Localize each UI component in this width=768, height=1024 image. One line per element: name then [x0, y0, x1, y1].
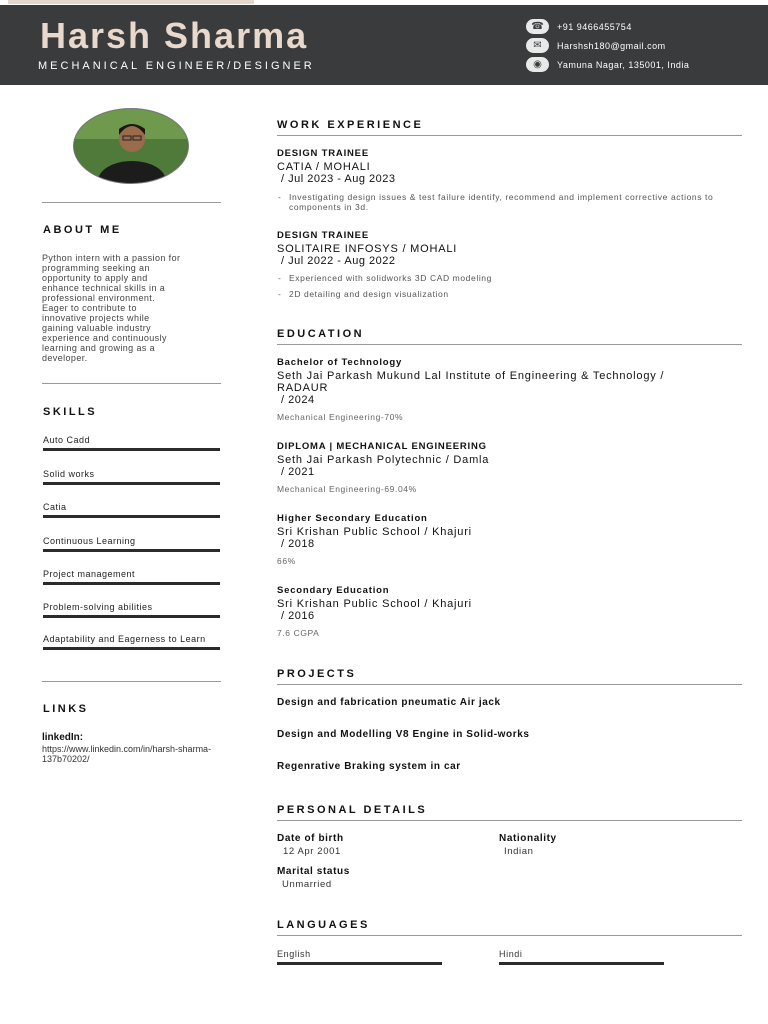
about-text — [42, 253, 224, 363]
edu-degree: Secondary Education — [277, 585, 390, 596]
project-item: Regenrative Braking system in car — [277, 761, 461, 772]
job-bullet: - Investigating design issues & test failure identify, recommend and implement corrective actions to components in 3d. — [278, 192, 738, 212]
top-accent-line — [8, 0, 254, 4]
job-dates: / Jul 2022 - Aug 2022 — [281, 255, 396, 267]
section-divider — [277, 820, 742, 821]
personal-title: PERSONAL DETAILS — [277, 804, 428, 816]
nationality-label: Nationality — [499, 833, 557, 844]
candidate-role: MECHANICAL ENGINEER/DESIGNER — [38, 60, 315, 72]
about-line: opportunity to apply and — [42, 273, 148, 283]
language-bar — [499, 962, 664, 965]
edu-detail: 66% — [277, 556, 296, 566]
sidebar-divider — [42, 383, 221, 384]
edu-detail: 7.6 CGPA — [277, 628, 320, 638]
about-line: Python intern with a passion for — [42, 253, 181, 263]
phone-icon: ☎ — [526, 19, 549, 34]
about-title: ABOUT ME — [43, 224, 122, 236]
about-line: learning and growing as a — [42, 343, 156, 353]
skill-item — [43, 436, 220, 451]
linkedin-label: linkedIn: — [42, 732, 84, 743]
about-line: enhance technical skills in a — [42, 283, 166, 293]
about-line: gaining valuable industry — [42, 323, 152, 333]
about-line: Eager to contribute to — [42, 303, 137, 313]
skill-label: Auto Cadd — [43, 435, 91, 445]
skill-bar — [43, 647, 220, 650]
contact-phone — [526, 19, 632, 34]
links-title: LINKS — [43, 703, 89, 715]
section-divider — [277, 344, 742, 345]
skill-item — [43, 503, 220, 518]
edu-school: Sri Krishan Public School / Khajuri — [277, 598, 472, 610]
section-divider — [277, 684, 742, 685]
job-bullet-text: Investigating design issues & test failure identify, recommend and implement corrective actions to components in 3d. — [289, 192, 714, 212]
job-title: DESIGN TRAINEE — [277, 148, 369, 159]
job-company: SOLITAIRE INFOSYS / MOHALI — [277, 243, 458, 255]
header-bar — [0, 5, 768, 85]
edu-school: Seth Jai Parkash Mukund Lal Institute of Engineering & Technology / RADAUR — [277, 370, 665, 394]
location-text: Yamuna Nagar, 135001, India — [557, 59, 690, 70]
language-item — [277, 949, 442, 965]
skills-title: SKILLS — [43, 406, 98, 418]
languages-title: LANGUAGES — [277, 919, 370, 931]
about-line: professional environment. — [42, 293, 156, 303]
skill-label: Catia — [43, 502, 67, 512]
skill-label: Adaptability and Eagerness to Learn — [43, 634, 206, 644]
skill-bar — [43, 515, 220, 518]
education-title: EDUCATION — [277, 328, 365, 340]
skill-bar — [43, 549, 220, 552]
dob-value: 12 Apr 2001 — [283, 846, 341, 857]
edu-school: Sri Krishan Public School / Khajuri — [277, 526, 472, 538]
edu-degree: Higher Secondary Education — [277, 513, 428, 524]
projects-title: PROJECTS — [277, 668, 357, 680]
contact-location — [526, 57, 689, 72]
job-bullet-text: Experienced with solidworks 3D CAD modeling — [289, 273, 492, 283]
language-bar — [277, 962, 442, 965]
marital-value: Unmarried — [282, 879, 332, 890]
location-icon: ◉ — [526, 57, 549, 72]
skill-label: Solid works — [43, 469, 95, 479]
project-item: Design and fabrication pneumatic Air jack — [277, 697, 501, 708]
job-bullet: - 2D detailing and design visualization — [278, 289, 738, 299]
edu-year: / 2024 — [281, 394, 315, 406]
work-title: WORK EXPERIENCE — [277, 119, 424, 131]
dob-label: Date of birth — [277, 833, 344, 844]
skill-label: Continuous Learning — [43, 536, 136, 546]
job-bullet: - Experienced with solidworks 3D CAD modeling — [278, 273, 738, 283]
project-item: Design and Modelling V8 Engine in Solid-works — [277, 729, 530, 740]
about-line: programming seeking an — [42, 263, 150, 273]
job-dates: / Jul 2023 - Aug 2023 — [281, 173, 396, 185]
skill-item — [43, 570, 220, 585]
section-divider — [277, 935, 742, 936]
job-title: DESIGN TRAINEE — [277, 230, 369, 241]
job-company: CATIA / MOHALI — [277, 161, 371, 173]
language-label: English — [277, 949, 311, 959]
skill-bar — [43, 448, 220, 451]
skill-bar — [43, 582, 220, 585]
edu-degree: Bachelor of Technology — [277, 357, 403, 368]
skill-label: Project management — [43, 569, 136, 579]
about-line: experience and continuously — [42, 333, 167, 343]
phone-text: +91 9466455754 — [557, 21, 632, 32]
about-line: innovative projects while — [42, 313, 150, 323]
language-item — [499, 949, 664, 965]
email-text: Harshsh180@gmail.com — [557, 40, 666, 51]
skill-label: Problem-solving abilities — [43, 602, 153, 612]
sidebar-divider — [42, 681, 221, 682]
skill-item — [43, 470, 220, 485]
edu-year: / 2016 — [281, 610, 315, 622]
candidate-name: Harsh Sharma — [40, 15, 309, 56]
linkedin-link[interactable]: https://www.linkedin.com/in/harsh-sharma-137b70202/ — [42, 744, 212, 764]
contact-email — [526, 38, 666, 53]
skill-item — [43, 537, 220, 552]
profile-photo — [73, 108, 189, 184]
skill-bar — [43, 615, 220, 618]
edu-detail: Mechanical Engineering-69.04% — [277, 484, 417, 494]
section-divider — [277, 135, 742, 136]
job-bullet-text: 2D detailing and design visualization — [289, 289, 449, 299]
edu-degree: DIPLOMA | MECHANICAL ENGINEERING — [277, 441, 487, 452]
marital-label: Marital status — [277, 866, 350, 877]
skill-item — [43, 603, 220, 618]
edu-year: / 2021 — [281, 466, 315, 478]
sidebar-divider — [42, 202, 221, 203]
edu-school: Seth Jai Parkash Polytechnic / Damla — [277, 454, 490, 466]
skill-item — [43, 635, 220, 650]
language-label: Hindi — [499, 949, 523, 959]
edu-detail: Mechanical Engineering-70% — [277, 412, 404, 422]
about-line: developer. — [42, 353, 88, 363]
nationality-value: Indian — [504, 846, 534, 857]
skill-bar — [43, 482, 220, 485]
email-icon: ✉ — [526, 38, 549, 53]
edu-year: / 2018 — [281, 538, 315, 550]
